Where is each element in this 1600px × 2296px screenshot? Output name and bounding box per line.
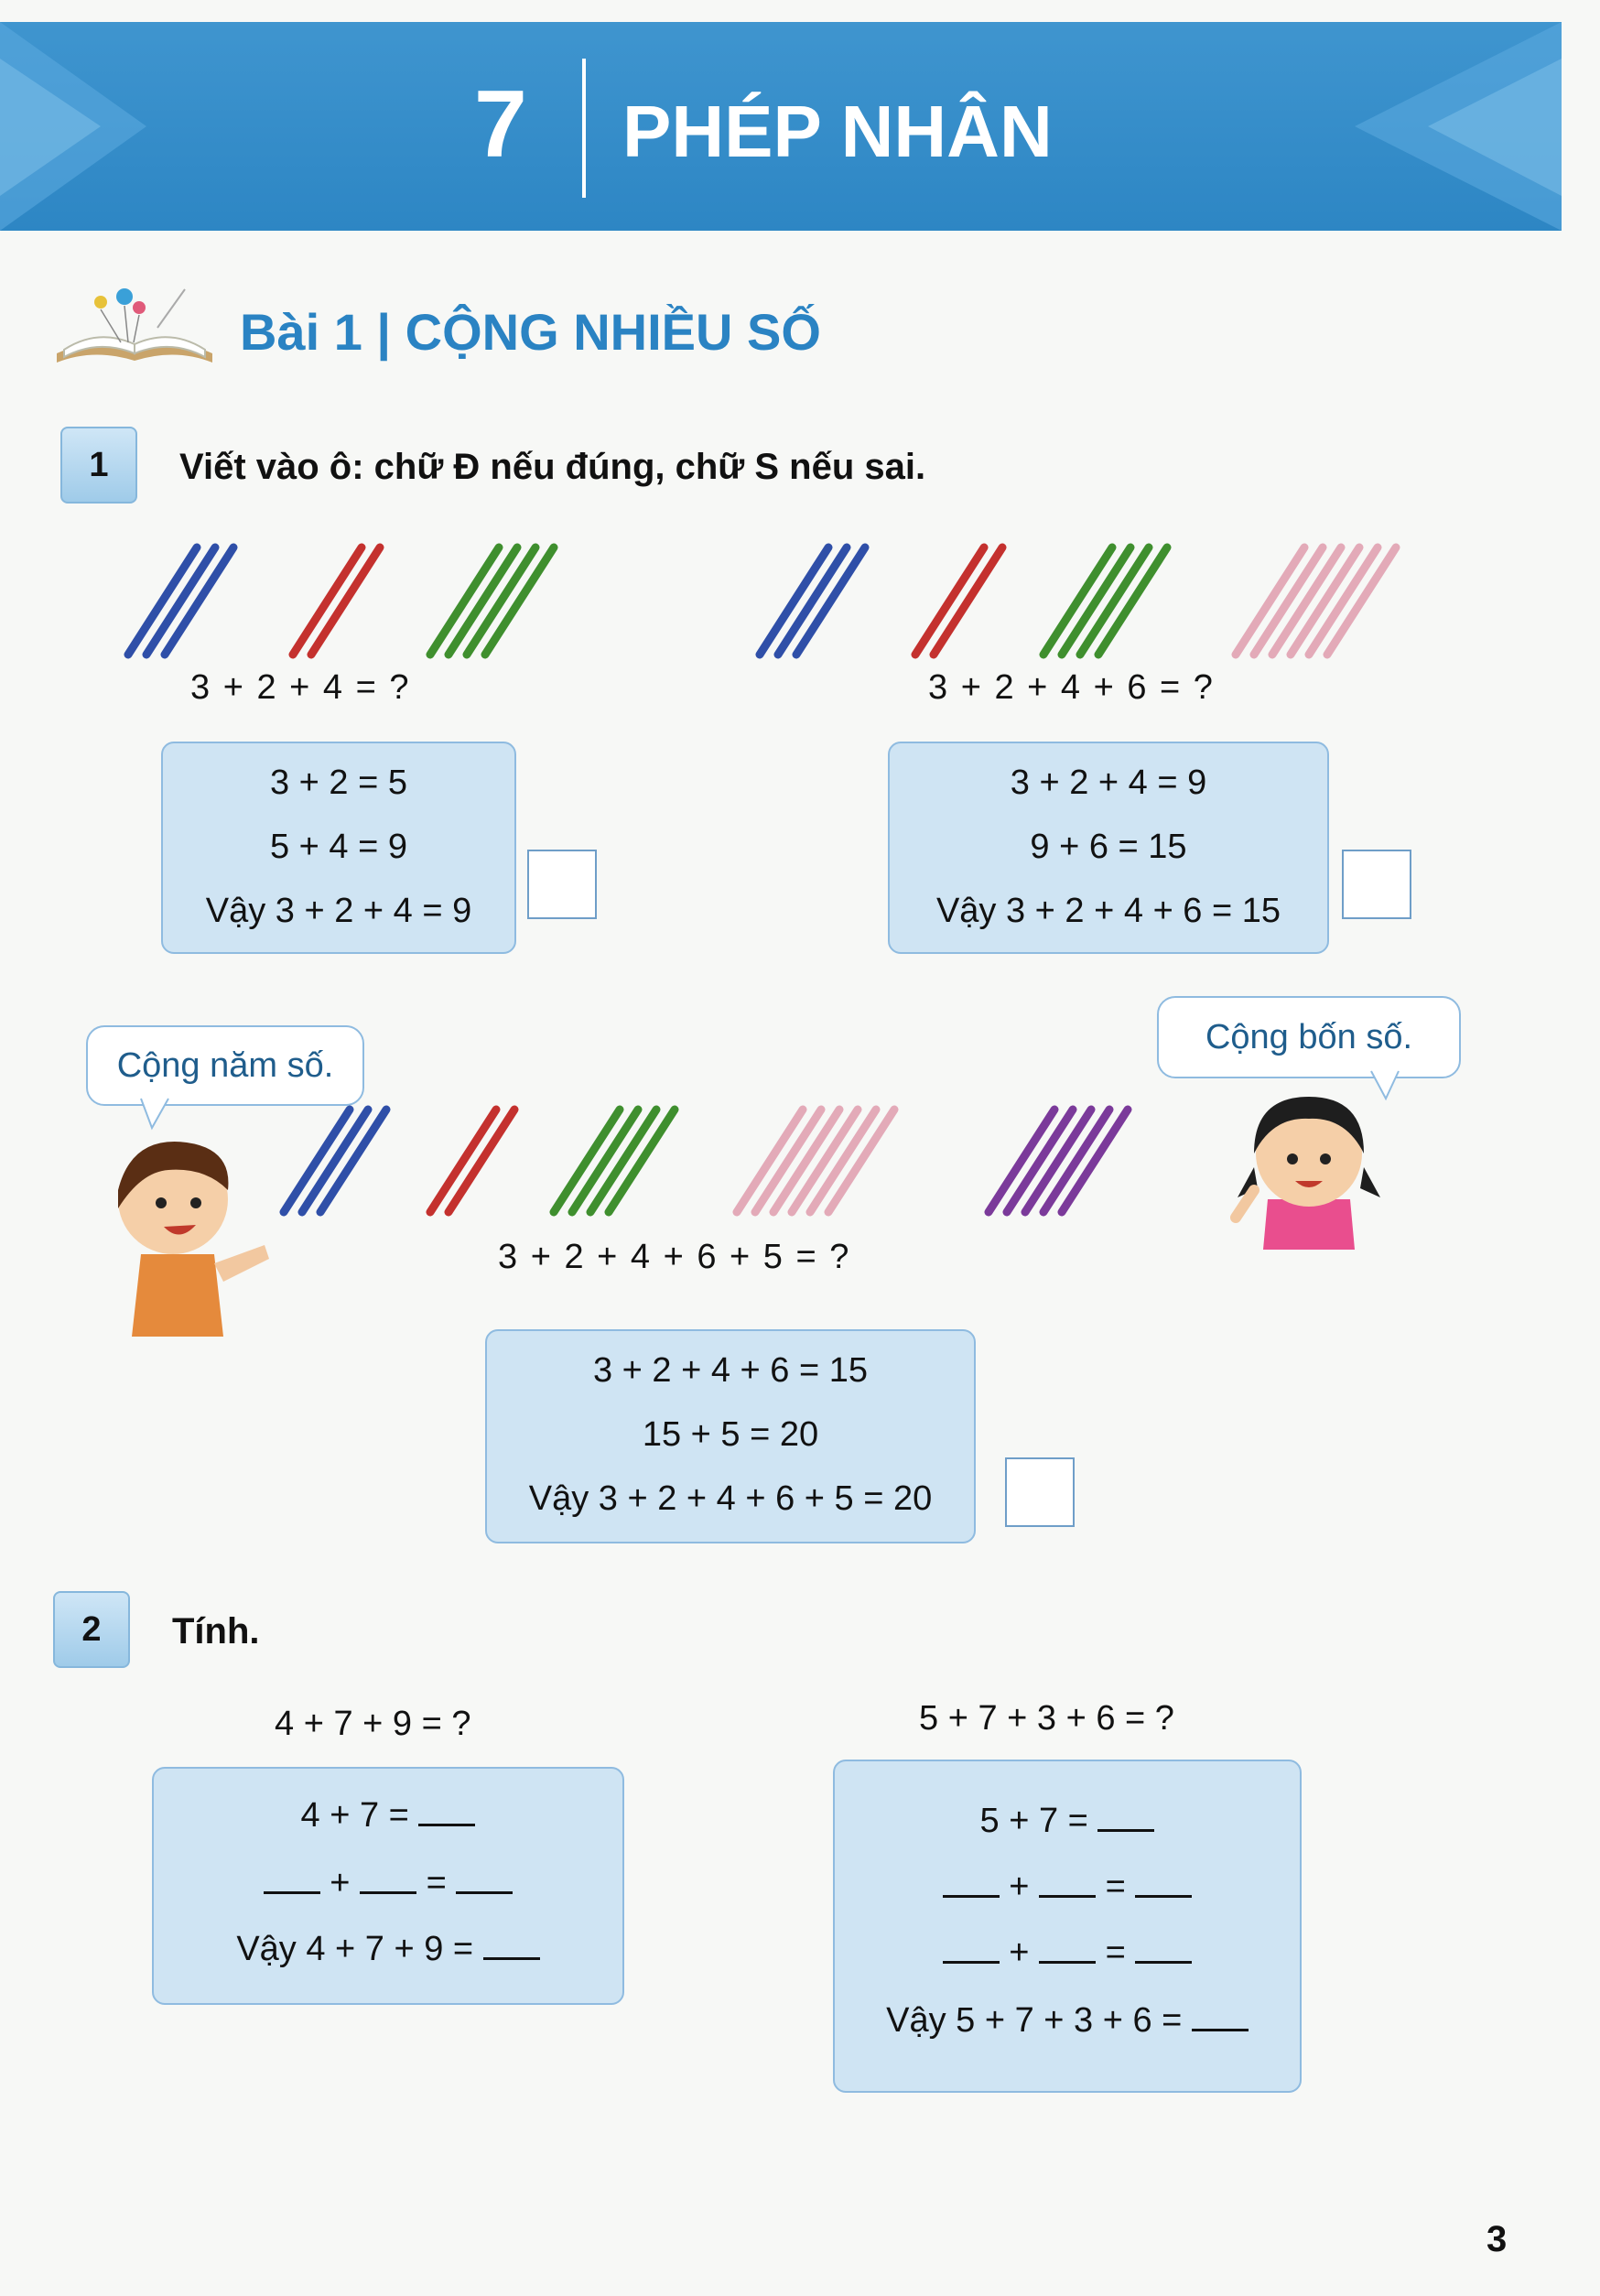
ex2-box2-line-1-text: 5 + 7 = bbox=[979, 1802, 1088, 1840]
ex1-solution-box-2 bbox=[888, 742, 1329, 954]
ex1-box1-line-2: 5 + 4 = 9 bbox=[269, 828, 407, 866]
ex1-box1-line-1: 3 + 2 = 5 bbox=[269, 764, 407, 802]
ex2-box1-line-1 bbox=[154, 1792, 622, 1836]
answer-blank[interactable] bbox=[1135, 1864, 1192, 1898]
answer-blank[interactable] bbox=[1097, 1798, 1154, 1832]
ex1-solution-box-3 bbox=[485, 1329, 976, 1543]
ex1-expression-2: 3 + 2 + 4 + 6 = ? bbox=[928, 668, 1215, 707]
ex2-box2-line-2 bbox=[835, 1864, 1300, 1907]
answer-blank[interactable] bbox=[1192, 1998, 1249, 2031]
ex1-box2-line-3: Vậy 3 + 2 + 4 + 6 = 15 bbox=[935, 892, 1281, 930]
ex2-work-box-1 bbox=[152, 1767, 624, 2005]
ex2-box1-line-3 bbox=[154, 1926, 622, 1969]
pen-group-1 bbox=[110, 531, 622, 668]
ex2-box1-final-text: Vậy 4 + 7 + 9 = bbox=[236, 1930, 474, 1968]
chapter-title: PHÉP NHÂN bbox=[622, 91, 1053, 172]
chapter-banner bbox=[0, 22, 1562, 231]
plus-sign: + bbox=[330, 1864, 351, 1902]
ex2-box2-line-3 bbox=[835, 1930, 1300, 1973]
ex1-answer-box-2[interactable] bbox=[1342, 850, 1411, 919]
ex1-expression-1: 3 + 2 + 4 = ? bbox=[190, 668, 411, 707]
ex1-expression-3: 3 + 2 + 4 + 6 + 5 = ? bbox=[498, 1238, 851, 1276]
boy-speech-bubble bbox=[86, 1025, 364, 1106]
exercise-1-instruction: Viết vào ô: chữ Đ nếu đúng, chữ S nếu sai. bbox=[179, 447, 926, 487]
pen-group-3 bbox=[265, 1095, 1208, 1223]
equals-sign: = bbox=[1105, 1868, 1126, 1906]
answer-blank[interactable] bbox=[456, 1860, 513, 1894]
ex2-expression-2: 5 + 7 + 3 + 6 = ? bbox=[919, 1699, 1174, 1738]
ex1-box3-line-3: Vậy 3 + 2 + 4 + 6 + 5 = 20 bbox=[528, 1479, 933, 1518]
ex2-box1-line-1-text: 4 + 7 = bbox=[300, 1796, 409, 1835]
ex1-answer-box-1[interactable] bbox=[527, 850, 597, 919]
answer-blank[interactable] bbox=[943, 1930, 1000, 1964]
open-book-icon bbox=[48, 282, 222, 364]
answer-blank[interactable] bbox=[1039, 1864, 1096, 1898]
equals-sign: = bbox=[1105, 1933, 1126, 1972]
answer-blank[interactable] bbox=[943, 1864, 1000, 1898]
answer-blank[interactable] bbox=[360, 1860, 416, 1894]
pen-group-2 bbox=[741, 531, 1492, 668]
exercise-1-number: 1 bbox=[60, 427, 137, 504]
girl-illustration bbox=[1217, 1080, 1400, 1254]
lesson-title: Bài 1 | CỘNG NHIỀU SỐ bbox=[240, 303, 821, 361]
answer-blank[interactable] bbox=[483, 1926, 540, 1960]
ex1-solution-box-1 bbox=[161, 742, 516, 954]
girl-speech-bubble bbox=[1157, 996, 1461, 1078]
boy-bubble-tail bbox=[137, 1099, 174, 1130]
plus-sign: + bbox=[1009, 1868, 1030, 1906]
ex2-box2-final-text: Vậy 5 + 7 + 3 + 6 = bbox=[886, 2001, 1183, 2040]
ex1-box2-line-2: 9 + 6 = 15 bbox=[1030, 828, 1187, 866]
ex1-box3-line-2: 15 + 5 = 20 bbox=[642, 1415, 819, 1454]
answer-blank[interactable] bbox=[418, 1792, 475, 1826]
boy-speech-text: Cộng năm số. bbox=[116, 1046, 334, 1085]
ex2-box2-line-4 bbox=[835, 1998, 1300, 2041]
chapter-divider bbox=[582, 59, 586, 198]
ex1-answer-box-3[interactable] bbox=[1005, 1457, 1075, 1527]
exercise-2-instruction: Tính. bbox=[172, 1611, 260, 1652]
ex1-box2-line-1: 3 + 2 + 4 = 9 bbox=[1010, 764, 1207, 802]
ex2-work-box-2 bbox=[833, 1760, 1302, 2093]
page-number: 3 bbox=[1486, 2219, 1508, 2259]
ex2-expression-1: 4 + 7 + 9 = ? bbox=[275, 1705, 471, 1743]
exercise-2-number: 2 bbox=[53, 1591, 130, 1668]
answer-blank[interactable] bbox=[1039, 1930, 1096, 1964]
girl-speech-text: Cộng bốn số. bbox=[1205, 1018, 1413, 1056]
ex2-box2-line-1 bbox=[835, 1798, 1300, 1841]
answer-blank[interactable] bbox=[1135, 1930, 1192, 1964]
answer-blank[interactable] bbox=[264, 1860, 320, 1894]
equals-sign: = bbox=[426, 1864, 447, 1902]
ex1-box3-line-1: 3 + 2 + 4 + 6 = 15 bbox=[592, 1351, 869, 1390]
chapter-number: 7 bbox=[474, 71, 527, 178]
plus-sign: + bbox=[1009, 1933, 1030, 1972]
ex2-box1-line-2 bbox=[154, 1860, 622, 1903]
boy-illustration bbox=[77, 1126, 278, 1346]
ex1-box1-line-3: Vậy 3 + 2 + 4 = 9 bbox=[205, 892, 472, 930]
